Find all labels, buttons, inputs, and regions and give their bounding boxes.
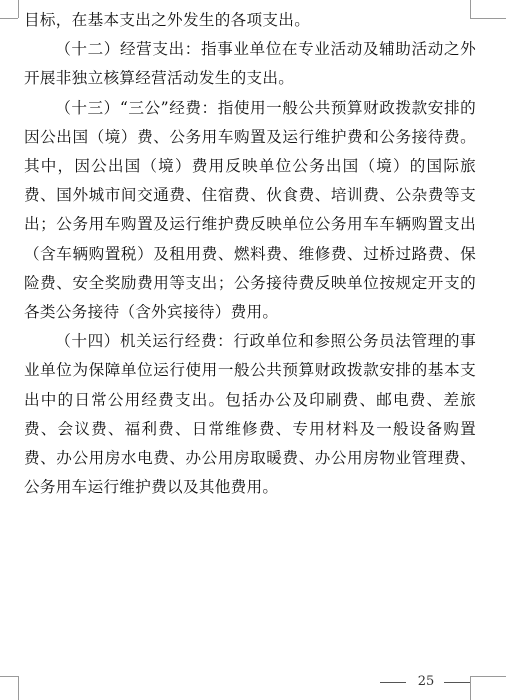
footer-dash-left	[380, 682, 406, 683]
page-number: 25	[417, 674, 435, 689]
crop-mark-top-left-v	[18, 0, 19, 18]
footer-dash-right	[444, 682, 470, 683]
paragraph-three-public-expenses: （十三）“三公”经费：指使用一般公共预算财政拨款安排的因公出国（境）费、公务用车购置及运行维护费和公务接待费。其中，因公出国（境）费用反映单位公务出国（境）的国际旅费、国外城市间交通费、住宿费、伙食费、培训费、公杂费等支出；公务用车购置及运行维护费反映单位公务用车车辆购置支出（含车辆购置税）及租用费、燃料费、维修费、过桥过路费、保险费、安全奖励费用等支出；公务接待费反映单位按规定开支的各类公务接待（含外宾接待）费用。	[24, 98, 476, 322]
paragraph-operating-expenditure: （十二）经营支出：指事业单位在专业活动及辅助活动之外开展非独立核算经营活动发生的支出。	[24, 40, 476, 88]
paragraph-continuation: 目标，在基本支出之外发生的各项支出。	[24, 11, 311, 29]
crop-mark-top-left-h	[0, 18, 18, 19]
crop-mark-bottom-left-h	[0, 676, 18, 677]
page-footer	[380, 672, 470, 692]
crop-mark-bottom-right-v	[470, 676, 471, 700]
paragraph-agency-operating-expenses: （十四）机关运行经费：行政单位和参照公务员法管理的事业单位为保障单位运行使用一般公共预算财政拨款安排的基本支出中的日常公用经费支出。包括办公及印刷费、邮电费、差旅费、会议费、福利费、日常维修费、专用材料及一般设备购置费、办公用房水电费、办公用房取暖费、办公用房物业管理费、公务用车运行维护费以及其他费用。	[24, 332, 476, 497]
crop-mark-bottom-right-h	[470, 676, 506, 677]
crop-mark-bottom-left-v	[18, 676, 19, 700]
document-body	[24, 6, 476, 502]
